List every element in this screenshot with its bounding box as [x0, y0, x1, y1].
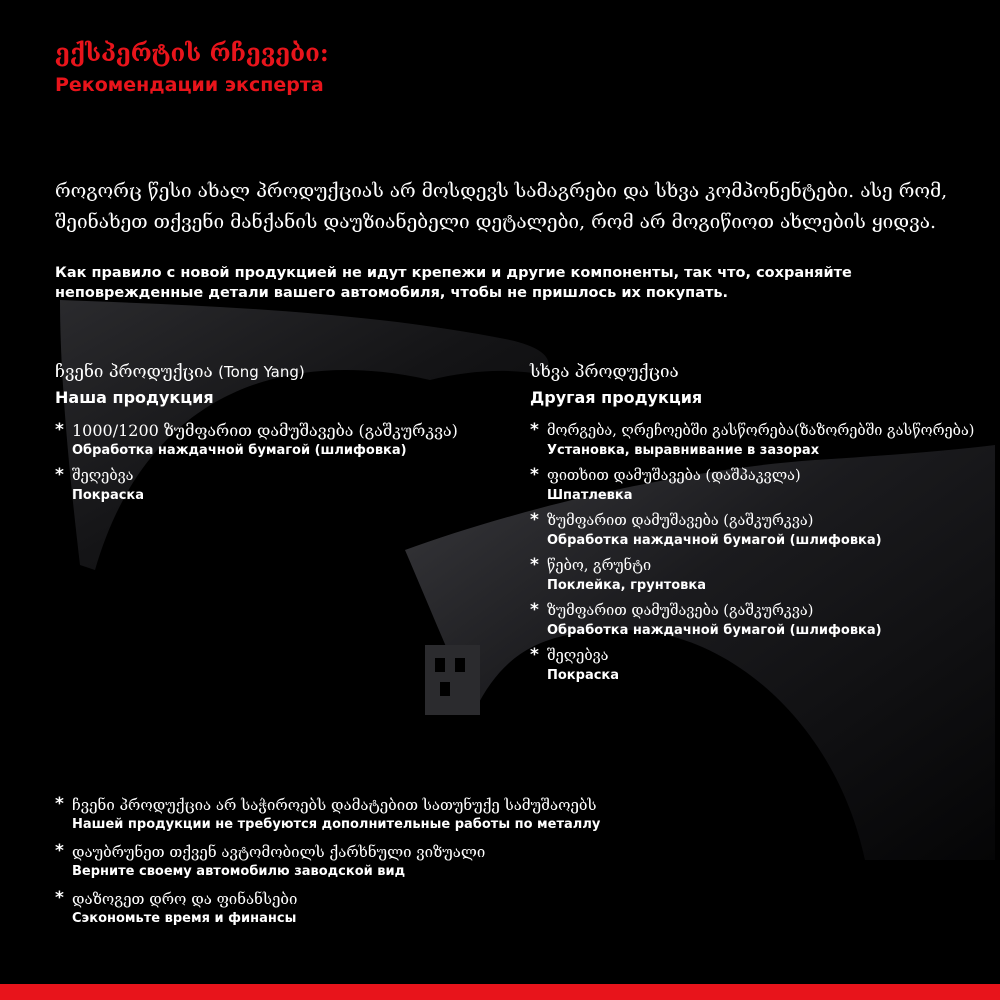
- header-title-russian: Рекомендации эксперта: [55, 74, 324, 96]
- other-products-section: [530, 362, 1000, 691]
- list-item: * 1000/1200 ზუმფარით დამუშავება (გაშკურკვა) Обработка наждачной бумагой (шлифовка): [55, 420, 458, 458]
- bullet-star: *: [55, 888, 64, 908]
- list-item: * დაზოგეთ დრო და ფინანსები Сэкономьте время и финансы: [55, 888, 298, 926]
- bullet-star: *: [55, 794, 64, 814]
- list-item: * დაუბრუნეთ თქვენ ავტომობილს ქარხნული ვიზუალი Верните своему автомобилю заводской вид: [55, 841, 486, 879]
- our-products-list: [55, 421, 505, 505]
- our-products-title-russian: Наша продукция: [55, 388, 214, 407]
- bullet-star: *: [530, 645, 539, 665]
- benefits-list: [55, 795, 955, 936]
- list-item: * მორგება, ღრეჩოებში გასწორება(ზაზორებში გასწორება) Установка, выравнивание в зазорах: [530, 420, 975, 458]
- other-products-title-russian: Другая продукция: [530, 388, 703, 407]
- intro-text-russian: Как правило с новой продукцией не идут крепежи и другие компоненты, так что, сохраняйте неповрежденные детали вашего автомобиля, чтобы не пришлось их покупать.: [55, 265, 852, 301]
- brand-note: (Tong Yang): [218, 363, 305, 381]
- bullet-star: *: [55, 420, 64, 440]
- bullet-star: *: [55, 465, 64, 485]
- list-item: * წებო, გრუნტი Поклейка, грунтовка: [530, 555, 706, 593]
- list-item: * შეღებვა Покраска: [530, 645, 620, 683]
- list-item: * შეღებვა Покраска: [55, 465, 145, 503]
- our-products-section: [55, 362, 505, 511]
- intro-text-georgian: როგორც წესი ახალ პროდუქციას არ მოსდევს სამაგრები და სხვა კომპონენტები. ასე რომ, შეინახეთ თქვენი მანქანის დაუზიანებელი დეტალები, რომ არ მოგიწიოთ ახლების ყიდვა.: [55, 180, 948, 233]
- bullet-star: *: [55, 841, 64, 861]
- list-item: * ფითხით დამუშავება (დაშპაკვლა) Шпатлевка: [530, 465, 801, 503]
- header-title-georgian: ექსპერტის რჩევები:: [55, 38, 329, 67]
- other-products-list: [530, 421, 1000, 685]
- footer-accent-bar: [0, 984, 1000, 1000]
- list-item: * ზუმფარით დამუშავება (გაშკურკვა) Обработка наждачной бумагой (шлифовка): [530, 510, 882, 548]
- bullet-star: *: [530, 420, 539, 440]
- bullet-star: *: [530, 510, 539, 530]
- bullet-star: *: [530, 555, 539, 575]
- bullet-star: *: [530, 600, 539, 620]
- our-products-title-georgian: ჩვენი პროდუქცია (Tong Yang): [55, 362, 305, 382]
- list-item: * ჩვენი პროდუქცია არ საჭიროებს დამატებით სათუნუქე სამუშაოებს Нашей продукции не требуются дополнительные работы по металлу: [55, 794, 601, 832]
- list-item: * ზუმფარით დამუშავება (გაშკურკვა) Обработка наждачной бумагой (шлифовка): [530, 600, 882, 638]
- bullet-star: *: [530, 465, 539, 485]
- other-products-title-georgian: სხვა პროდუქცია: [530, 362, 679, 382]
